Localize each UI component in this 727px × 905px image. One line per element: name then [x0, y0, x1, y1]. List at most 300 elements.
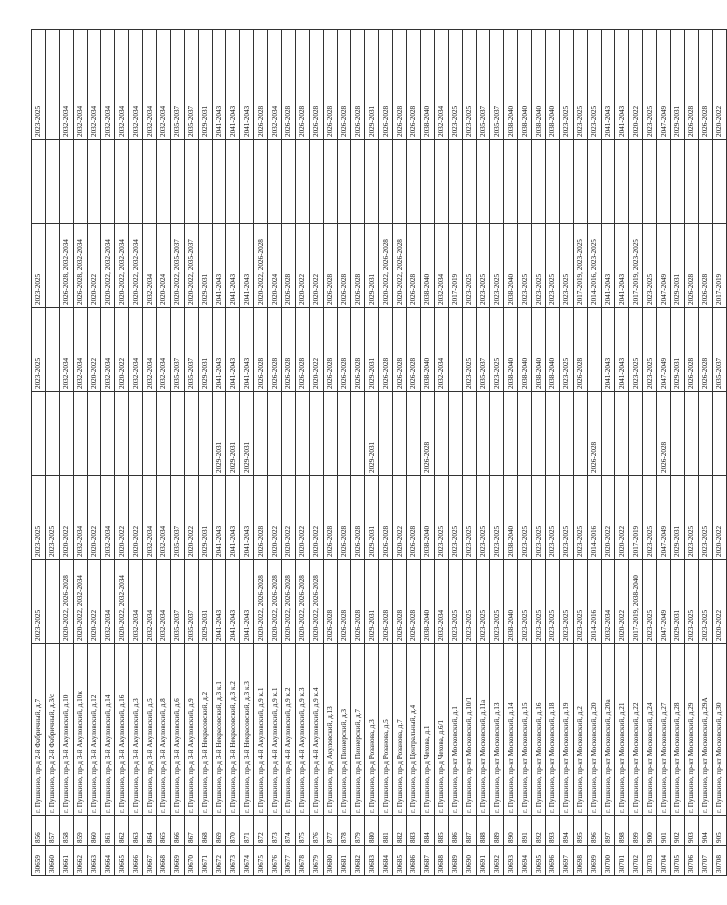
cell-period-3	[532, 391, 546, 475]
cell-period-1: 2023-2025	[532, 559, 546, 643]
cell-period-6	[629, 139, 643, 223]
cell-record-id: 30703	[643, 845, 657, 875]
cell-period-7: 2026-2028	[698, 29, 712, 139]
cell-period-6	[226, 139, 240, 223]
cell-period-5: 2032-2034	[434, 223, 448, 307]
cell-address: г. Пушкино, пр-д 4-й Акуловский, д.9 к.4	[309, 643, 323, 815]
cell-period-4: 2026-2028	[351, 307, 365, 391]
cell-period-1: 2026-2028	[337, 559, 351, 643]
cell-period-6	[323, 139, 337, 223]
cell-period-5: 2020-2022	[295, 223, 309, 307]
cell-period-4: 2032-2034	[59, 307, 73, 391]
cell-period-1: 2026-2028	[379, 559, 393, 643]
cell-period-7: 2023-2025	[462, 29, 476, 139]
cell-row-number: 867	[184, 815, 198, 845]
cell-period-2: 2026-2028	[323, 475, 337, 559]
cell-period-5: 2026-2028, 2032-2034	[59, 223, 73, 307]
cell-address: г. Пушкино, пр-д 3-й Акуловский, д.14	[101, 643, 115, 815]
table-row	[643, 29, 657, 875]
cell-period-2: 2029-2031	[198, 475, 212, 559]
cell-period-4: 2023-2025	[490, 307, 504, 391]
table-row	[157, 29, 171, 875]
table-row	[337, 29, 351, 875]
cell-period-5: 2038-2040	[420, 223, 434, 307]
cell-period-1: 2032-2034	[129, 559, 143, 643]
cell-period-6	[601, 139, 615, 223]
cell-period-3	[698, 391, 712, 475]
table-row	[226, 29, 240, 875]
cell-period-6	[379, 139, 393, 223]
table-row	[670, 29, 684, 875]
cell-period-3	[643, 391, 657, 475]
cell-period-3	[684, 391, 698, 475]
table-row	[282, 29, 296, 875]
cell-period-1: 2032-2034	[434, 559, 448, 643]
cell-period-7: 2041-2043	[240, 29, 254, 139]
cell-period-2: 2029-2031	[670, 475, 684, 559]
cell-period-3: 2029-2031	[226, 391, 240, 475]
cell-period-1: 2023-2025	[643, 559, 657, 643]
cell-period-6	[351, 139, 365, 223]
cell-address: г. Пушкино, пр-д 3-й Некрасовский, д.3 к.3	[240, 643, 254, 815]
cell-period-3	[462, 391, 476, 475]
cell-period-7: 2041-2043	[226, 29, 240, 139]
cell-period-1: 2023-2025	[32, 559, 46, 643]
cell-row-number: 890	[504, 815, 518, 845]
cell-period-2: 2017-2019	[629, 475, 643, 559]
cell-period-4: 2032-2034	[143, 307, 157, 391]
cell-record-id: 30704	[657, 845, 671, 875]
cell-period-3	[393, 391, 407, 475]
cell-period-7: 2023-2025	[448, 29, 462, 139]
cell-address: г. Пушкино, пр-кт Московский, д.1	[448, 643, 462, 815]
cell-period-5: 2041-2043	[240, 223, 254, 307]
cell-address: г. Пушкино, пр-д 3-й Акуловский, д.10к	[73, 643, 87, 815]
cell-period-4: 2035-2037	[184, 307, 198, 391]
cell-record-id: 30671	[198, 845, 212, 875]
cell-record-id: 30672	[212, 845, 226, 875]
cell-period-5: 2020-2022, 2032-2034	[101, 223, 115, 307]
cell-period-7: 2041-2043	[601, 29, 615, 139]
cell-period-1: 2032-2034	[601, 559, 615, 643]
cell-period-5: 2026-2028	[282, 223, 296, 307]
cell-period-4: 2026-2028	[323, 307, 337, 391]
cell-period-1: 2020-2022, 2026-2028	[254, 559, 268, 643]
cell-period-4: 2023-2025	[629, 307, 643, 391]
cell-period-7: 2038-2040	[518, 29, 532, 139]
cell-period-2: 2020-2022	[615, 475, 629, 559]
cell-period-1: 2020-2022, 2026-2028	[268, 559, 282, 643]
cell-period-2: 2029-2031	[365, 475, 379, 559]
table-row	[254, 29, 268, 875]
cell-period-5: 2041-2043	[226, 223, 240, 307]
cell-period-2: 2032-2034	[73, 475, 87, 559]
cell-row-number: 872	[254, 815, 268, 845]
cell-period-6	[212, 139, 226, 223]
cell-period-5: 2047-2049	[657, 223, 671, 307]
cell-period-6	[240, 139, 254, 223]
cell-row-number: 869	[212, 815, 226, 845]
cell-period-7: 2035-2037	[490, 29, 504, 139]
table-row	[184, 29, 198, 875]
cell-period-4: 2026-2028	[282, 307, 296, 391]
register-table	[31, 29, 727, 876]
cell-period-7: 2026-2028	[323, 29, 337, 139]
table-row	[240, 29, 254, 875]
table-row	[462, 29, 476, 875]
cell-period-1: 2020-2022	[615, 559, 629, 643]
cell-address: г. Пушкино, пр-кт Московский, д.29А	[698, 643, 712, 815]
cell-row-number: 859	[73, 815, 87, 845]
cell-row-number: 875	[295, 815, 309, 845]
cell-period-4: 2035-2037	[476, 307, 490, 391]
cell-period-2: 2023-2025	[476, 475, 490, 559]
cell-period-1: 2023-2025	[684, 559, 698, 643]
cell-period-5: 2041-2043	[212, 223, 226, 307]
cell-period-7: 2032-2034	[157, 29, 171, 139]
cell-address: г. Пушкино, пр-д 2-й Фабричный, д.3/с	[45, 643, 59, 815]
cell-record-id: 30676	[268, 845, 282, 875]
cell-period-5: 2026-2028	[684, 223, 698, 307]
cell-address: г. Пушкино, пр-кт Московский, д.21	[615, 643, 629, 815]
cell-period-1: 2026-2028	[393, 559, 407, 643]
cell-period-6	[643, 139, 657, 223]
table-row	[476, 29, 490, 875]
cell-row-number: 881	[379, 815, 393, 845]
cell-period-4: 2023-2025	[32, 307, 46, 391]
cell-address: г. Пушкино, пр-кт Московский, д.30	[712, 643, 726, 815]
cell-period-6	[657, 139, 671, 223]
cell-period-3	[184, 391, 198, 475]
table-row	[115, 29, 129, 875]
table-row	[45, 29, 59, 875]
cell-period-7: 2026-2028	[407, 29, 421, 139]
cell-period-5: 2020-2022, 2026-2028	[254, 223, 268, 307]
cell-period-2: 2023-2025	[518, 475, 532, 559]
cell-address: г. Пушкино, пр-кт Московский, д.24	[643, 643, 657, 815]
cell-period-7: 2026-2028	[684, 29, 698, 139]
cell-period-1: 2020-2022, 2026-2028	[282, 559, 296, 643]
cell-period-1: 2014-2016	[587, 559, 601, 643]
table-row	[448, 29, 462, 875]
cell-period-3	[309, 391, 323, 475]
cell-period-2: 2023-2025	[32, 475, 46, 559]
cell-record-id: 30692	[490, 845, 504, 875]
cell-period-5: 2020-2022, 2032-2034	[115, 223, 129, 307]
cell-period-6	[684, 139, 698, 223]
cell-period-1: 2023-2025	[698, 559, 712, 643]
cell-period-3	[379, 391, 393, 475]
cell-period-6	[559, 139, 573, 223]
cell-period-5: 2017-2019	[712, 223, 726, 307]
cell-row-number: 898	[615, 815, 629, 845]
cell-address: г. Пушкино, пр-д 3-й Акуловский, д.10	[59, 643, 73, 815]
cell-row-number: 865	[157, 815, 171, 845]
cell-period-5	[45, 223, 59, 307]
cell-period-6	[198, 139, 212, 223]
cell-period-6	[532, 139, 546, 223]
cell-period-7: 2023-2025	[559, 29, 573, 139]
cell-address: г. Пушкино, пр-кт Московский, д.15	[518, 643, 532, 815]
cell-record-id: 30665	[115, 845, 129, 875]
cell-period-2: 2032-2034	[143, 475, 157, 559]
cell-period-1: 2029-2031	[198, 559, 212, 643]
cell-period-4: 2026-2028	[254, 307, 268, 391]
cell-period-6	[615, 139, 629, 223]
cell-period-7: 2032-2034	[129, 29, 143, 139]
cell-period-7: 2032-2034	[87, 29, 101, 139]
cell-record-id: 30697	[559, 845, 573, 875]
cell-period-2: 2047-2049	[657, 475, 671, 559]
cell-record-id: 30663	[87, 845, 101, 875]
cell-period-3	[101, 391, 115, 475]
cell-address: г. Пушкино, пр-кт Московский, д.20	[587, 643, 601, 815]
cell-period-4: 2032-2034	[157, 307, 171, 391]
cell-record-id: 30678	[295, 845, 309, 875]
cell-period-4	[45, 307, 59, 391]
cell-record-id: 30677	[282, 845, 296, 875]
cell-period-4: 2035-2037	[712, 307, 726, 391]
cell-period-1: 2023-2025	[545, 559, 559, 643]
cell-period-6	[157, 139, 171, 223]
table-row	[657, 29, 671, 875]
cell-period-3	[490, 391, 504, 475]
cell-period-3: 2026-2028	[587, 391, 601, 475]
cell-period-4: 2023-2025	[559, 307, 573, 391]
cell-period-1: 2041-2043	[212, 559, 226, 643]
cell-period-2: 2026-2028	[254, 475, 268, 559]
table-row	[129, 29, 143, 875]
cell-period-2: 2020-2022	[129, 475, 143, 559]
table-row	[420, 29, 434, 875]
table-row	[490, 29, 504, 875]
cell-address: г. Пушкино, пр-д Акуловский, д.13	[323, 643, 337, 815]
cell-period-3	[601, 391, 615, 475]
cell-address: г. Пушкино, пр-д 3-й Акуловский, д.8	[157, 643, 171, 815]
cell-row-number: 896	[587, 815, 601, 845]
cell-period-5: 2041-2043	[601, 223, 615, 307]
cell-period-6	[32, 139, 46, 223]
cell-period-1: 2038-2040	[504, 559, 518, 643]
cell-address: г. Пушкино, пр-д 3-й Акуловский, д.12	[87, 643, 101, 815]
cell-row-number: 886	[448, 815, 462, 845]
cell-period-7: 2020-2022	[712, 29, 726, 139]
table-row	[198, 29, 212, 875]
cell-period-3	[73, 391, 87, 475]
cell-record-id: 30689	[448, 845, 462, 875]
cell-period-6	[407, 139, 421, 223]
cell-address: г. Пушкино, пр-д 3-й Некрасовский, д.3 к.1	[212, 643, 226, 815]
cell-period-1: 2023-2025	[490, 559, 504, 643]
cell-period-6	[295, 139, 309, 223]
cell-period-1: 2041-2043	[240, 559, 254, 643]
cell-row-number: 860	[87, 815, 101, 845]
cell-period-4: 2038-2040	[532, 307, 546, 391]
cell-record-id: 30688	[434, 845, 448, 875]
cell-period-6	[434, 139, 448, 223]
cell-period-3: 2029-2031	[365, 391, 379, 475]
cell-row-number: 858	[59, 815, 73, 845]
cell-period-1: 2035-2037	[170, 559, 184, 643]
cell-period-5: 2026-2028, 2032-2034	[73, 223, 87, 307]
cell-row-number: 876	[309, 815, 323, 845]
cell-period-1: 2020-2022	[712, 559, 726, 643]
cell-period-6	[170, 139, 184, 223]
cell-period-7: 2032-2034	[101, 29, 115, 139]
table-row	[545, 29, 559, 875]
cell-period-3	[115, 391, 129, 475]
cell-row-number: 857	[45, 815, 59, 845]
cell-period-2: 2023-2025	[448, 475, 462, 559]
cell-period-7: 2032-2034	[434, 29, 448, 139]
cell-period-5: 2026-2028	[698, 223, 712, 307]
cell-period-6	[504, 139, 518, 223]
table-row	[712, 29, 726, 875]
cell-period-3	[157, 391, 171, 475]
cell-period-2: 2023-2025	[434, 475, 448, 559]
cell-row-number: 901	[657, 815, 671, 845]
cell-period-4: 2038-2040	[518, 307, 532, 391]
cell-period-2: 2023-2025	[462, 475, 476, 559]
cell-record-id: 30691	[476, 845, 490, 875]
cell-record-id: 30684	[379, 845, 393, 875]
cell-record-id: 30667	[143, 845, 157, 875]
cell-period-5: 2020-2022, 2035-2037	[170, 223, 184, 307]
cell-record-id: 30675	[254, 845, 268, 875]
cell-period-6	[59, 139, 73, 223]
cell-period-1: 2029-2031	[670, 559, 684, 643]
cell-address: г. Пушкино, пр-д 3-й Некрасовский, д.2	[198, 643, 212, 815]
cell-period-7: 2023-2025	[587, 29, 601, 139]
cell-period-4	[587, 307, 601, 391]
cell-period-5: 2014-2016, 2023-2025	[587, 223, 601, 307]
cell-address: г. Пушкино, пр-д 4-й Акуловский, д.9 к.2	[282, 643, 296, 815]
cell-row-number: 871	[240, 815, 254, 845]
cell-period-2: 2032-2034	[157, 475, 171, 559]
cell-period-3: 2026-2028	[420, 391, 434, 475]
cell-period-2: 2041-2043	[212, 475, 226, 559]
cell-address: г. Пушкино, пр-д Чехова, д.1	[420, 643, 434, 815]
cell-row-number: 903	[684, 815, 698, 845]
cell-period-3	[32, 391, 46, 475]
cell-period-5: 2029-2031	[365, 223, 379, 307]
cell-period-3	[323, 391, 337, 475]
cell-period-6	[448, 139, 462, 223]
cell-period-5: 2017-2019, 2023-2025	[573, 223, 587, 307]
cell-row-number: 882	[393, 815, 407, 845]
cell-period-4: 2032-2034	[129, 307, 143, 391]
cell-period-7: 2035-2037	[170, 29, 184, 139]
cell-period-6	[45, 139, 59, 223]
cell-address: г. Пушкино, пр-кт Московский, д.16	[532, 643, 546, 815]
cell-period-2: 2026-2028	[351, 475, 365, 559]
cell-record-id: 30698	[573, 845, 587, 875]
cell-row-number: 883	[407, 815, 421, 845]
cell-period-2: 2026-2028	[379, 475, 393, 559]
cell-period-6	[587, 139, 601, 223]
cell-period-7: 2038-2040	[420, 29, 434, 139]
table-row	[59, 29, 73, 875]
cell-period-5: 2020-2022	[309, 223, 323, 307]
cell-record-id: 30666	[129, 845, 143, 875]
cell-address: г. Пушкино, пр-д Розанова, д.7	[393, 643, 407, 815]
cell-period-2: 2020-2022	[309, 475, 323, 559]
cell-period-7: 2026-2028	[393, 29, 407, 139]
cell-record-id: 30708	[712, 845, 726, 875]
table-row	[629, 29, 643, 875]
cell-period-7: 2026-2028	[254, 29, 268, 139]
cell-row-number: 856	[32, 815, 46, 845]
cell-row-number: 884	[420, 815, 434, 845]
cell-period-1	[45, 559, 59, 643]
cell-period-1: 2026-2028	[351, 559, 365, 643]
cell-period-3	[629, 391, 643, 475]
cell-period-5: 2032-2034	[143, 223, 157, 307]
cell-record-id: 30679	[309, 845, 323, 875]
cell-period-4: 2047-2049	[657, 307, 671, 391]
cell-address: г. Пушкино, пр-д 4-й Акуловский, д.9 к.1	[268, 643, 282, 815]
cell-period-6	[670, 139, 684, 223]
cell-period-5: 2020-2022	[87, 223, 101, 307]
cell-period-4: 2041-2043	[601, 307, 615, 391]
cell-record-id: 30673	[226, 845, 240, 875]
cell-period-1: 2020-2022, 2026-2028	[59, 559, 73, 643]
cell-period-2: 2020-2022	[282, 475, 296, 559]
cell-period-1: 2026-2028	[323, 559, 337, 643]
cell-period-5: 2020-2022, 2035-2037	[184, 223, 198, 307]
cell-period-1: 2020-2022, 2032-2034	[115, 559, 129, 643]
cell-period-1: 2023-2025	[559, 559, 573, 643]
cell-period-7: 2038-2040	[504, 29, 518, 139]
cell-address: г. Пушкино, пр-кт Московский, д.10/1	[462, 643, 476, 815]
cell-period-4: 2020-2022	[309, 307, 323, 391]
cell-record-id: 30681	[337, 845, 351, 875]
cell-period-2: 2023-2025	[45, 475, 59, 559]
cell-period-3: 2029-2031	[212, 391, 226, 475]
cell-period-2: 2038-2040	[504, 475, 518, 559]
cell-row-number: 862	[115, 815, 129, 845]
cell-period-6	[365, 139, 379, 223]
cell-period-2: 2020-2022	[295, 475, 309, 559]
cell-period-5: 2023-2025	[532, 223, 546, 307]
cell-period-2: 2023-2025	[559, 475, 573, 559]
cell-period-3	[559, 391, 573, 475]
table-row	[559, 29, 573, 875]
cell-period-4: 2026-2028	[407, 307, 421, 391]
cell-record-id: 30687	[420, 845, 434, 875]
cell-period-4: 2020-2022	[115, 307, 129, 391]
cell-record-id: 30706	[684, 845, 698, 875]
cell-period-6	[73, 139, 87, 223]
cell-row-number: 877	[323, 815, 337, 845]
cell-period-2: 2032-2034	[101, 475, 115, 559]
cell-period-3	[198, 391, 212, 475]
cell-period-2: 2026-2028	[407, 475, 421, 559]
cell-row-number: 892	[532, 815, 546, 845]
cell-period-4: 2038-2040	[545, 307, 559, 391]
cell-period-2: 2023-2025	[643, 475, 657, 559]
cell-period-4: 2026-2028	[337, 307, 351, 391]
cell-record-id: 30668	[157, 845, 171, 875]
table-row	[601, 29, 615, 875]
cell-address: г. Пушкино, пр-д 2-й Фабричный, д.7	[32, 643, 46, 815]
cell-period-4	[448, 307, 462, 391]
cell-row-number: 887	[462, 815, 476, 845]
cell-period-7: 2026-2028	[282, 29, 296, 139]
cell-period-6	[101, 139, 115, 223]
cell-row-number: 893	[545, 815, 559, 845]
cell-period-2: 2023-2025	[490, 475, 504, 559]
